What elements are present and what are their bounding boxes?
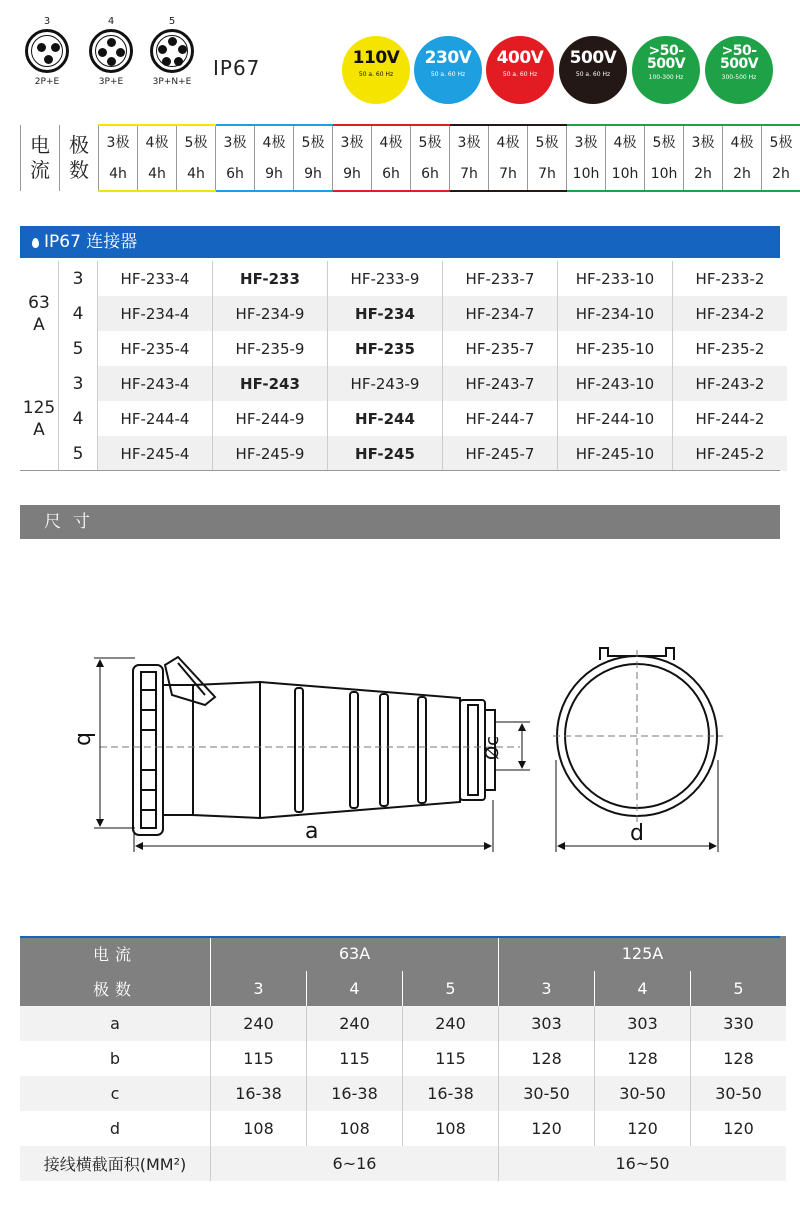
dimension-b-label: b xyxy=(72,732,97,746)
pole-hour-table xyxy=(20,124,800,192)
dimension-value: 30-50 xyxy=(595,1076,691,1111)
pole-header: 5 xyxy=(691,971,787,1006)
model-number: HF-245-2 xyxy=(673,436,788,471)
model-number: HF-235-10 xyxy=(558,331,673,366)
pole-count: 5极 xyxy=(528,125,567,158)
model-number: HF-243-2 xyxy=(673,366,788,401)
model-number: HF-235-2 xyxy=(673,331,788,366)
table-row xyxy=(20,366,787,401)
model-number: HF-243-7 xyxy=(443,366,558,401)
model-number: HF-243-9 xyxy=(328,366,443,401)
voltage-frequency: 50 a. 60 Hz xyxy=(575,71,611,78)
table-row xyxy=(20,1111,786,1146)
table-row xyxy=(20,1006,786,1041)
pole-count: 3极 xyxy=(333,125,372,158)
wire-section-125: 16~50 xyxy=(499,1146,787,1181)
pole-count: 5极 xyxy=(177,125,216,158)
water-drop-icon xyxy=(32,238,39,248)
amperage-label: 125 A xyxy=(20,366,59,471)
hour-value: 2h xyxy=(684,158,723,191)
table-row xyxy=(20,331,787,366)
pole-count: 3极 xyxy=(99,125,138,158)
pole-header: 4 xyxy=(307,971,403,1006)
model-number: HF-235 xyxy=(328,331,443,366)
dimension-value: 128 xyxy=(499,1041,595,1076)
dimension-value: 115 xyxy=(211,1041,307,1076)
pole-count: 4极 xyxy=(723,125,762,158)
socket-4pin xyxy=(86,16,136,87)
voltage-value: >50-500V xyxy=(719,43,759,72)
hour-value: 6h xyxy=(411,158,450,191)
voltage-frequency: 300-500 Hz xyxy=(721,74,757,81)
hour-value: 9h xyxy=(294,158,333,191)
voltage-value: 230V xyxy=(424,48,472,68)
model-number: HF-234-2 xyxy=(673,296,788,331)
model-number: HF-233-7 xyxy=(443,261,558,296)
hour-value: 7h xyxy=(489,158,528,191)
table-row xyxy=(20,436,787,471)
voltage-value: 500V xyxy=(569,48,617,68)
dimension-label: b xyxy=(20,1041,211,1076)
voltage-badge xyxy=(486,36,554,104)
poles-header: 极数 xyxy=(20,971,211,1006)
hour-value: 6h xyxy=(216,158,255,191)
socket-number: 4 xyxy=(107,16,115,27)
model-number: HF-234-10 xyxy=(558,296,673,331)
hour-value: 7h xyxy=(450,158,489,191)
model-number: HF-245-10 xyxy=(558,436,673,471)
divider xyxy=(20,470,780,471)
dimension-value: 115 xyxy=(307,1041,403,1076)
dimension-value: 240 xyxy=(211,1006,307,1041)
pole-number: 5 xyxy=(59,436,98,471)
hour-value: 9h xyxy=(255,158,294,191)
model-number: HF-244-2 xyxy=(673,401,788,436)
table-row xyxy=(20,261,787,296)
dimension-value: 16-38 xyxy=(403,1076,499,1111)
dimension-section-title: 尺寸 xyxy=(44,512,102,532)
amp-125-header: 125A xyxy=(499,936,787,971)
pole-count: 4极 xyxy=(489,125,528,158)
voltage-badge xyxy=(632,36,700,104)
dimension-value: 16-38 xyxy=(307,1076,403,1111)
model-number: HF-244-4 xyxy=(98,401,213,436)
pole-header: 5 xyxy=(403,971,499,1006)
voltage-badge xyxy=(342,36,410,104)
model-number: HF-244 xyxy=(328,401,443,436)
model-number: HF-245-7 xyxy=(443,436,558,471)
model-number: HF-233-2 xyxy=(673,261,788,296)
voltage-badge xyxy=(559,36,627,104)
voltage-frequency: 100-300 Hz xyxy=(648,74,684,81)
hour-value: 10h xyxy=(645,158,684,191)
hour-value: 10h xyxy=(606,158,645,191)
pole-count: 4极 xyxy=(138,125,177,158)
dimension-label: a xyxy=(20,1006,211,1041)
socket-3pin xyxy=(22,16,72,87)
socket-5pin-icon xyxy=(150,29,194,73)
poles-label: 极 数 xyxy=(60,125,99,191)
model-number: HF-235-4 xyxy=(98,331,213,366)
hour-value: 4h xyxy=(99,158,138,191)
model-number: HF-245 xyxy=(328,436,443,471)
pole-number: 3 xyxy=(59,261,98,296)
dimension-value: 303 xyxy=(595,1006,691,1041)
wire-section-label: 接线横截面积(MM²) xyxy=(20,1146,211,1181)
table-row xyxy=(20,1041,786,1076)
voltage-badge xyxy=(705,36,773,104)
voltage-frequency: 50 a. 60 Hz xyxy=(502,71,538,78)
model-number: HF-243-10 xyxy=(558,366,673,401)
model-number: HF-233 xyxy=(213,261,328,296)
socket-number: 5 xyxy=(168,16,176,27)
model-number: HF-243-4 xyxy=(98,366,213,401)
dimension-value: 128 xyxy=(595,1041,691,1076)
socket-label: 3P+N+E xyxy=(152,77,192,87)
model-number: HF-234-9 xyxy=(213,296,328,331)
dimension-value: 120 xyxy=(595,1111,691,1146)
connector-section-header xyxy=(20,226,780,258)
hour-value: 4h xyxy=(177,158,216,191)
pole-count: 5极 xyxy=(294,125,333,158)
table-row xyxy=(20,1146,786,1181)
dimension-value: 240 xyxy=(307,1006,403,1041)
dimension-section-header xyxy=(20,505,780,539)
connector-model-table xyxy=(20,261,787,471)
model-number: HF-235-7 xyxy=(443,331,558,366)
dimension-table xyxy=(20,936,786,1181)
pole-count: 4极 xyxy=(255,125,294,158)
socket-3pin-icon xyxy=(25,29,69,73)
table-row xyxy=(20,401,787,436)
model-number: HF-245-4 xyxy=(98,436,213,471)
model-number: HF-244-9 xyxy=(213,401,328,436)
socket-5pin xyxy=(147,16,197,87)
pole-header: 4 xyxy=(595,971,691,1006)
dimension-value: 30-50 xyxy=(691,1076,787,1111)
pole-header: 3 xyxy=(499,971,595,1006)
pole-count: 5极 xyxy=(645,125,684,158)
model-number: HF-234 xyxy=(328,296,443,331)
pole-count: 4极 xyxy=(372,125,411,158)
hour-value: 6h xyxy=(372,158,411,191)
dimension-label: d xyxy=(20,1111,211,1146)
socket-4pin-icon xyxy=(89,29,133,73)
model-number: HF-244-10 xyxy=(558,401,673,436)
voltage-value: 110V xyxy=(352,48,400,68)
dimension-value: 240 xyxy=(403,1006,499,1041)
dimension-value: 330 xyxy=(691,1006,787,1041)
hour-value: 4h xyxy=(138,158,177,191)
dimension-value: 30-50 xyxy=(499,1076,595,1111)
model-number: HF-233-4 xyxy=(98,261,213,296)
pole-number: 4 xyxy=(59,401,98,436)
pole-count: 3极 xyxy=(567,125,606,158)
connector-dimension-drawing xyxy=(0,560,800,900)
model-number: HF-234-4 xyxy=(98,296,213,331)
pole-count: 5极 xyxy=(762,125,800,158)
pole-count: 5极 xyxy=(411,125,450,158)
dimension-value: 303 xyxy=(499,1006,595,1041)
model-number: HF-233-10 xyxy=(558,261,673,296)
pole-number: 3 xyxy=(59,366,98,401)
current-label: 电 流 xyxy=(21,125,60,191)
dimension-d-label: d xyxy=(630,821,644,846)
dimension-value: 108 xyxy=(307,1111,403,1146)
pole-count: 3极 xyxy=(216,125,255,158)
dimension-value: 115 xyxy=(403,1041,499,1076)
hour-value: 7h xyxy=(528,158,567,191)
model-number: HF-244-7 xyxy=(443,401,558,436)
amp-63-header: 63A xyxy=(211,936,499,971)
ip-rating-title: IP67 xyxy=(213,56,261,80)
pole-count: 3极 xyxy=(684,125,723,158)
voltage-value: 400V xyxy=(496,48,544,68)
hour-value: 2h xyxy=(723,158,762,191)
model-number: HF-245-9 xyxy=(213,436,328,471)
amperage-label: 63 A xyxy=(20,261,59,366)
socket-label: 3P+E xyxy=(98,77,124,87)
pole-number: 5 xyxy=(59,331,98,366)
model-number: HF-233-9 xyxy=(328,261,443,296)
pole-header: 3 xyxy=(211,971,307,1006)
dimension-value: 120 xyxy=(499,1111,595,1146)
pole-count: 4极 xyxy=(606,125,645,158)
dimension-value: 120 xyxy=(691,1111,787,1146)
voltage-frequency: 50 a. 60 Hz xyxy=(358,71,394,78)
hour-value: 2h xyxy=(762,158,800,191)
dimension-value: 108 xyxy=(211,1111,307,1146)
dimension-c-label: Øc xyxy=(482,735,503,760)
table-row xyxy=(20,296,787,331)
wire-section-63: 6~16 xyxy=(211,1146,499,1181)
dimension-value: 16-38 xyxy=(211,1076,307,1111)
table-row xyxy=(20,1076,786,1111)
dimension-label: c xyxy=(20,1076,211,1111)
dimension-value: 108 xyxy=(403,1111,499,1146)
socket-number: 3 xyxy=(43,16,51,27)
dimension-value: 128 xyxy=(691,1041,787,1076)
model-number: HF-234-7 xyxy=(443,296,558,331)
socket-label: 2P+E xyxy=(34,77,60,87)
current-header: 电流 xyxy=(20,936,211,971)
connector-section-title: IP67 连接器 xyxy=(44,232,138,252)
hour-value: 9h xyxy=(333,158,372,191)
voltage-badge xyxy=(414,36,482,104)
hour-value: 10h xyxy=(567,158,606,191)
model-number: HF-235-9 xyxy=(213,331,328,366)
dimension-a-label: a xyxy=(305,819,319,844)
voltage-value: >50-500V xyxy=(646,43,686,72)
model-number: HF-243 xyxy=(213,366,328,401)
pole-count: 3极 xyxy=(450,125,489,158)
voltage-frequency: 50 a. 60 Hz xyxy=(430,71,466,78)
pole-number: 4 xyxy=(59,296,98,331)
divider xyxy=(20,936,780,938)
